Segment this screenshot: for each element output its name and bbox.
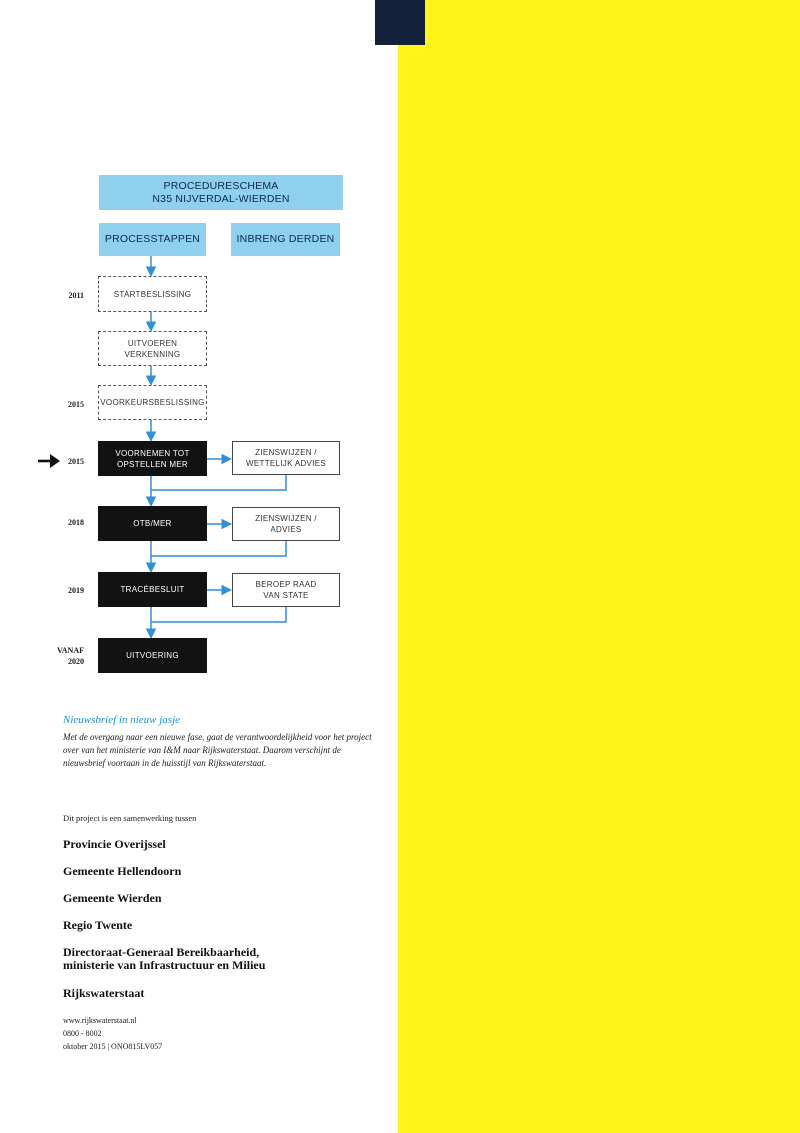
step-year: 2015 — [68, 400, 84, 409]
schema-title: PROCEDURESCHEMA N35 NIJVERDAL-WIERDEN — [99, 175, 343, 210]
partner-gemeente-hellendoorn: Gemeente Hellendoorn — [63, 864, 182, 878]
column-header-process: PROCESSTAPPEN — [99, 223, 206, 256]
collaboration-intro: Dit project is een samenwerking tussen — [63, 813, 197, 823]
partner-dg-bereikbaarheid: Directoraat-Generaal Bereikbaarheid, ministerie van Infrastructuur en Milieu — [63, 945, 266, 972]
side-zienswijzen-advies: ZIENSWIJZEN / ADVIES — [232, 507, 340, 541]
side-beroep-raad-van-state: BEROEP RAAD VAN STATE — [232, 573, 340, 607]
step-year: 2019 — [68, 586, 84, 595]
footer-website: www.rijkswaterstaat.nl — [63, 1016, 137, 1025]
footer-date-code: oktober 2015 | ONO815LV057 — [63, 1042, 163, 1051]
news-title: Nieuwsbrief in nieuw jasje — [63, 714, 181, 726]
step-uitvoeren-verkenning: UITVOEREN VERKENNING — [98, 331, 207, 366]
step-startbeslissing: STARTBESLISSING — [98, 276, 207, 312]
connector-merge-1 — [151, 475, 286, 490]
step-tracebesluit: TRACÉBESLUIT — [98, 572, 207, 607]
yellow-panel — [398, 0, 800, 1133]
step-year: 2015 — [68, 457, 84, 466]
partner-regio-twente: Regio Twente — [63, 918, 133, 932]
column-header-third-party: INBRENG DERDEN — [231, 223, 340, 256]
news-body: Met de overgang naar een nieuwe fase, gaat de verantwoordelijkheid voor het project over van het ministerie van I&M naar Rijkswaterstaat. Daarom verschijnt de nieuwsbrief voortaan in de huisstijl van Rijkswaterstaat. — [63, 732, 372, 768]
partner-gemeente-wierden: Gemeente Wierden — [63, 891, 162, 905]
side-zienswijzen-wettelijk-advies: ZIENSWIJZEN / WETTELIJK ADVIES — [232, 441, 340, 475]
connector-merge-3 — [151, 607, 286, 622]
step-year: VANAF 2020 — [57, 646, 84, 666]
step-year: 2018 — [68, 518, 84, 527]
partner-rijkswaterstaat: Rijkswaterstaat — [63, 986, 145, 1000]
step-voorkeursbeslissing: VOORKEURSBESLISSING — [98, 385, 207, 420]
partner-provincie-overijssel: Provincie Overijssel — [63, 837, 166, 851]
connector-merge-2 — [151, 541, 286, 556]
step-otb-mer: OTB/MER — [98, 506, 207, 541]
step-uitvoering: UITVOERING — [98, 638, 207, 673]
footer-phone: 0800 - 8002 — [63, 1029, 102, 1038]
step-voornemen-mer: VOORNEMEN TOT OPSTELLEN MER — [98, 441, 207, 476]
step-year: 2011 — [68, 291, 84, 300]
